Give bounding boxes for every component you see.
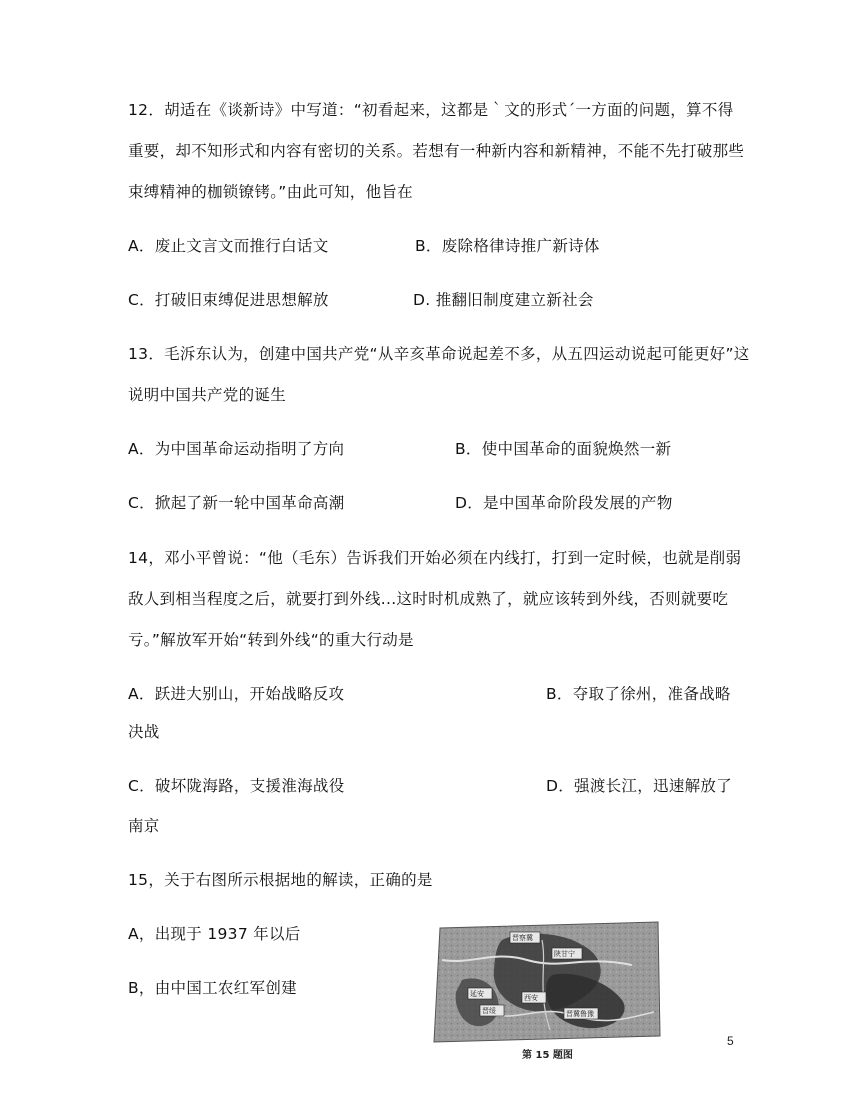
map-label-jinchaji: 晋察冀 bbox=[512, 934, 533, 942]
q13-stem-line-1: 13．毛泝东认为，创建中国共产党“从辛亥革命说起差不多，从五四运动说起可能更好”这 bbox=[128, 345, 750, 363]
map-label-xian: 西安 bbox=[524, 994, 538, 1002]
q13-option-a: A．为中国革命运动指明了方向 bbox=[128, 440, 345, 458]
q12-option-a: A．废止文言文而推行白话文 bbox=[128, 237, 329, 255]
map-label-yanan: 延安 bbox=[470, 990, 484, 998]
q14-option-c: C．破坏陇海路，支援淮海战役 bbox=[128, 777, 345, 795]
q14-stem-line-3: 亏。”解放军开始“转到外线“的重大行动是 bbox=[128, 631, 414, 649]
q12-option-c: C．打破旧束缚促进思想解放 bbox=[128, 291, 329, 309]
base-area-map-figure bbox=[432, 920, 662, 1045]
q12-option-b: B．废除格律诗推广新诗体 bbox=[415, 237, 600, 255]
q14-stem-line-1: 14，邓小平曾说：“他（毛东）告诉我们开始必须在内线打，打到一定时候，也就是削弱 bbox=[128, 549, 742, 567]
page-number: 5 bbox=[727, 1034, 734, 1048]
q12-option-d: D. 推翻旧制度建立新社会 bbox=[413, 291, 594, 309]
map-label-jinsui: 晋绥 bbox=[482, 1007, 496, 1015]
q12-stem-line-1: 12．胡适在《谈新诗》中写道：“初看起来，这都是｀文的形式´一方面的问题，算不得 bbox=[128, 101, 734, 119]
q15-option-b: B，由中国工农红军创建 bbox=[128, 979, 297, 997]
q13-option-b: B．使中国革命的面貌焕然一新 bbox=[455, 440, 672, 458]
q12-stem-line-3: 束缚精神的枷锁镣铐。”由此可知，他旨在 bbox=[128, 183, 413, 201]
q14-option-d-line-1: D．强渡长江，迅速解放了 bbox=[546, 777, 733, 795]
q13-option-c: C．掀起了新一轮中国革命高潮 bbox=[128, 494, 345, 512]
q14-stem-line-2: 敌人到相当程度之后，就要打到外线...这时时机成熟了，就应该转到外线，否则就要吃 bbox=[128, 590, 729, 608]
q13-option-d: D．是中国革命阶段发展的产物 bbox=[455, 494, 673, 512]
q15-option-a: A，出现于 1937 年以后 bbox=[128, 925, 301, 943]
q12-stem-line-2: 重要，却不知形式和内容有密切的关系。若想有一种新内容和新精神，不能不先打破那些 bbox=[128, 142, 745, 160]
map-label-shaanganning: 陕甘宁 bbox=[554, 950, 575, 958]
map-label-jinjiluyu: 晋冀鲁豫 bbox=[566, 1010, 594, 1018]
map-image bbox=[432, 920, 662, 1045]
figure-caption: 第 15 题图 bbox=[522, 1050, 573, 1061]
q13-stem-line-2: 说明中国共产党的诞生 bbox=[128, 386, 287, 404]
q14-option-b-line-2: 决战 bbox=[128, 723, 160, 741]
q14-option-d-line-2: 南京 bbox=[128, 817, 160, 835]
q14-option-a: A．跃进大别山，开始战略反攻 bbox=[128, 685, 345, 703]
q14-option-b-line-1: B．夺取了徐州，准备战略 bbox=[546, 685, 731, 703]
q15-stem: 15，关于右图所示根据地的解读，正确的是 bbox=[128, 871, 433, 889]
